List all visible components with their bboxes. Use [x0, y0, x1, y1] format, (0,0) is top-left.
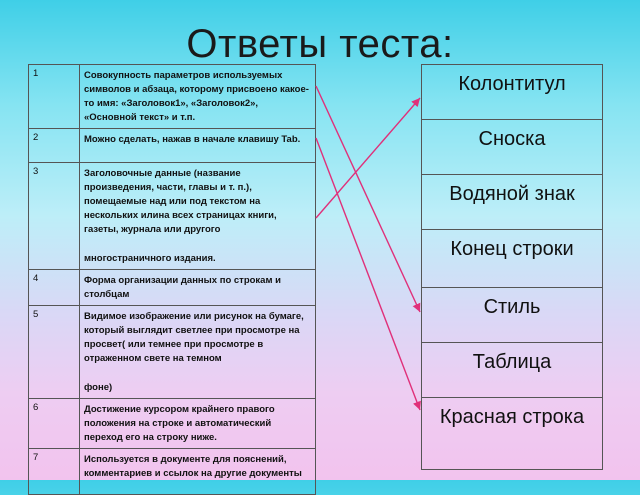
- answer-cell: Стиль: [422, 288, 603, 343]
- answer-cell: Водяной знак: [422, 175, 603, 230]
- question-text: Можно сделать, нажав в начале клавишу Tab.: [80, 129, 316, 163]
- slide-title: Ответы теста:: [186, 22, 454, 66]
- question-number: 5: [29, 306, 80, 399]
- question-row: [29, 306, 316, 399]
- answer-cell: Красная строка: [422, 398, 603, 470]
- answers-table: [421, 64, 603, 470]
- question-number: 3: [29, 163, 80, 270]
- question-row: [29, 399, 316, 449]
- question-number: 2: [29, 129, 80, 163]
- question-row: [29, 270, 316, 306]
- question-row: [29, 163, 316, 270]
- answer-cell: Таблица: [422, 343, 603, 398]
- question-text: Видимое изображение или рисунок на бумаге, который выглядит светлее при просмотре на просвет( или темнее при просмотре в отраженном свете на темном фоне): [80, 306, 316, 399]
- questions-table: [28, 64, 316, 495]
- question-text: Форма организации данных по строкам и столбцам: [80, 270, 316, 306]
- question-text: Заголовочные данные (название произведения, части, главы и т. п.), помещаемые над или под текстом на нескольких илина всех страницах книги, газеты, журнала или другого многостраничного издания.: [80, 163, 316, 270]
- question-number: 6: [29, 399, 80, 449]
- question-text: Достижение курсором крайнего правого положения на строке и автоматический переход его на строку ниже.: [80, 399, 316, 449]
- question-text: Используется в документе для пояснений, комментариев и ссылок на другие документы: [80, 449, 316, 495]
- question-text-tail: многостраничного издания.: [84, 253, 216, 264]
- answer-cell: Сноска: [422, 120, 603, 175]
- question-number: 1: [29, 65, 80, 129]
- arrow-3-to-header: [316, 98, 420, 218]
- answer-cell: Конец строки: [422, 230, 603, 288]
- arrow-2-to-red-line: [316, 138, 420, 410]
- question-row: [29, 449, 316, 495]
- answer-cell: Колонтитул: [422, 65, 603, 120]
- question-row: [29, 65, 316, 129]
- question-number: 7: [29, 449, 80, 495]
- question-row: [29, 129, 316, 163]
- question-text: Совокупность параметров используемых символов и абзаца, которому присвоено какое-то имя: «Заголовок1», «Заголовок2», «Основной текст» и т.п.: [80, 65, 316, 129]
- question-text-tail: фоне): [84, 382, 113, 393]
- question-number: 4: [29, 270, 80, 306]
- arrow-1-to-style: [316, 86, 420, 312]
